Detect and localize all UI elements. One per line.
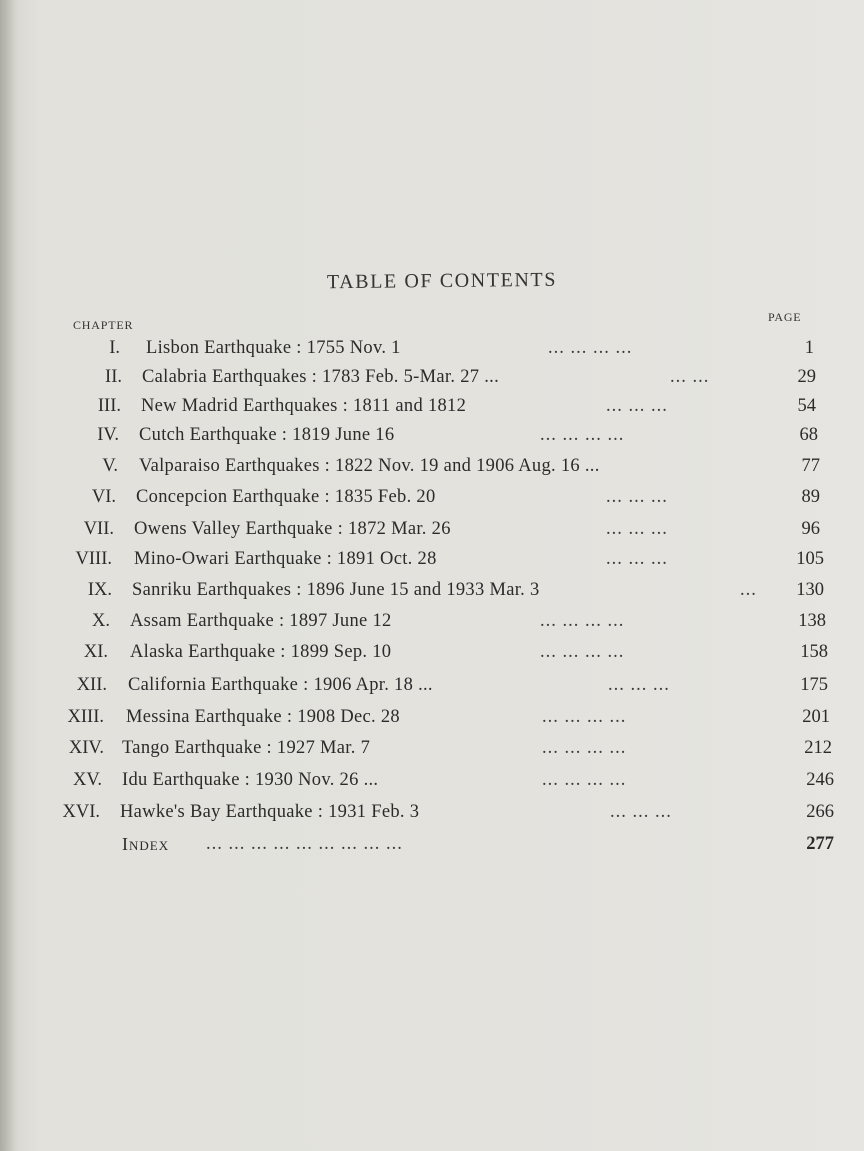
page-number: 29	[797, 367, 816, 387]
dot-leader: ... ... ...	[610, 802, 672, 822]
toc-row	[0, 487, 864, 511]
chapter-number: XI.	[83, 642, 108, 662]
toc-row-index	[0, 834, 864, 858]
index-label: Index	[122, 834, 170, 854]
dot-leader: ... ... ... ...	[540, 642, 625, 662]
dot-leader: ... ... ...	[606, 519, 668, 539]
toc-row	[0, 802, 864, 826]
chapter-column-header: CHAPTER	[73, 318, 134, 332]
dot-leader: ... ...	[670, 367, 710, 387]
chapter-title: Mino-Owari Earthquake : 1891 Oct. 28	[134, 549, 437, 569]
chapter-title: Cutch Earthquake : 1819 June 16	[139, 425, 395, 445]
toc-row	[0, 770, 864, 794]
page-number: 201	[802, 707, 830, 727]
toc-row	[0, 425, 864, 449]
page-number: 175	[800, 675, 828, 695]
chapter-number: XIV.	[68, 738, 104, 758]
chapter-title: Tango Earthquake : 1927 Mar. 7	[122, 738, 371, 758]
dot-leader: ... ... ...	[606, 396, 668, 416]
chapter-number: VII.	[83, 519, 114, 539]
chapter-number: XII.	[76, 675, 107, 695]
dot-leader: ... ... ... ...	[548, 338, 633, 358]
chapter-number: IV.	[97, 425, 119, 445]
page-number: 138	[798, 611, 826, 631]
chapter-number: II.	[105, 367, 122, 387]
page-number: 130	[796, 580, 824, 600]
dot-leader: ... ... ... ...	[542, 707, 627, 727]
chapter-title: Calabria Earthquakes : 1783 Feb. 5-Mar. 27 ...	[142, 367, 499, 387]
chapter-number: V.	[102, 456, 118, 476]
toc-row	[0, 675, 864, 699]
chapter-number: XV.	[73, 770, 102, 790]
dot-leader: ... ... ... ... ... ... ... ... ...	[206, 834, 403, 854]
page-number: 266	[806, 802, 834, 822]
chapter-title: Alaska Earthquake : 1899 Sep. 10	[130, 642, 392, 662]
toc-row	[0, 580, 864, 604]
page-number: 68	[799, 425, 818, 445]
chapter-number: I.	[109, 338, 120, 358]
toc-row	[0, 738, 864, 762]
chapter-number: VIII.	[75, 549, 112, 569]
page-column-header: PAGE	[768, 310, 802, 324]
page-number: 54	[797, 396, 816, 416]
chapter-title: Concepcion Earthquake : 1835 Feb. 20	[136, 487, 436, 507]
chapter-title: Valparaiso Earthquakes : 1822 Nov. 19 and 1906 Aug. 16 ...	[139, 456, 600, 476]
chapter-number: XIII.	[67, 707, 104, 727]
page-number: 212	[804, 738, 832, 758]
toc-row	[0, 338, 864, 362]
page-number: 277	[806, 834, 834, 854]
page-number: 158	[800, 642, 828, 662]
chapter-title: New Madrid Earthquakes : 1811 and 1812	[141, 396, 467, 416]
toc-row	[0, 707, 864, 731]
chapter-number: IX.	[87, 580, 112, 600]
page-number: 246	[806, 770, 834, 790]
chapter-title: California Earthquake : 1906 Apr. 18 ...	[128, 675, 433, 695]
dot-leader: ... ... ...	[606, 549, 668, 569]
chapter-title: Sanriku Earthquakes : 1896 June 15 and 1933 Mar. 3	[132, 580, 540, 600]
page-number: 105	[796, 549, 824, 569]
chapter-title: Idu Earthquake : 1930 Nov. 26 ...	[122, 770, 379, 790]
dot-leader: ... ... ... ...	[542, 770, 627, 790]
toc-row	[0, 519, 864, 543]
chapter-title: Owens Valley Earthquake : 1872 Mar. 26	[134, 519, 451, 539]
dot-leader: ... ... ...	[606, 487, 668, 507]
toc-row	[0, 367, 864, 391]
chapter-number: VI.	[91, 487, 116, 507]
page-title: TABLE OF CONTENTS	[326, 268, 558, 294]
chapter-number: III.	[97, 396, 121, 416]
dot-leader: ... ... ... ...	[542, 738, 627, 758]
chapter-title: Lisbon Earthquake : 1755 Nov. 1	[146, 338, 401, 358]
dot-leader: ... ... ...	[608, 675, 670, 695]
dot-leader: ... ... ... ...	[540, 611, 625, 631]
page-number: 77	[801, 456, 820, 476]
toc-row	[0, 549, 864, 573]
chapter-title: Assam Earthquake : 1897 June 12	[130, 611, 392, 631]
toc-row	[0, 396, 864, 420]
toc-row	[0, 456, 864, 480]
toc-row	[0, 642, 864, 666]
chapter-title: Hawke's Bay Earthquake : 1931 Feb. 3	[120, 802, 420, 822]
page-number: 1	[804, 338, 814, 358]
page-number: 89	[801, 487, 820, 507]
page-number: 96	[801, 519, 820, 539]
dot-leader: ... ... ... ...	[540, 425, 625, 445]
chapter-title: Messina Earthquake : 1908 Dec. 28	[126, 707, 400, 727]
chapter-number: XVI.	[62, 802, 100, 822]
toc-row	[0, 611, 864, 635]
dot-leader: ...	[740, 580, 757, 600]
chapter-number: X.	[92, 611, 110, 631]
